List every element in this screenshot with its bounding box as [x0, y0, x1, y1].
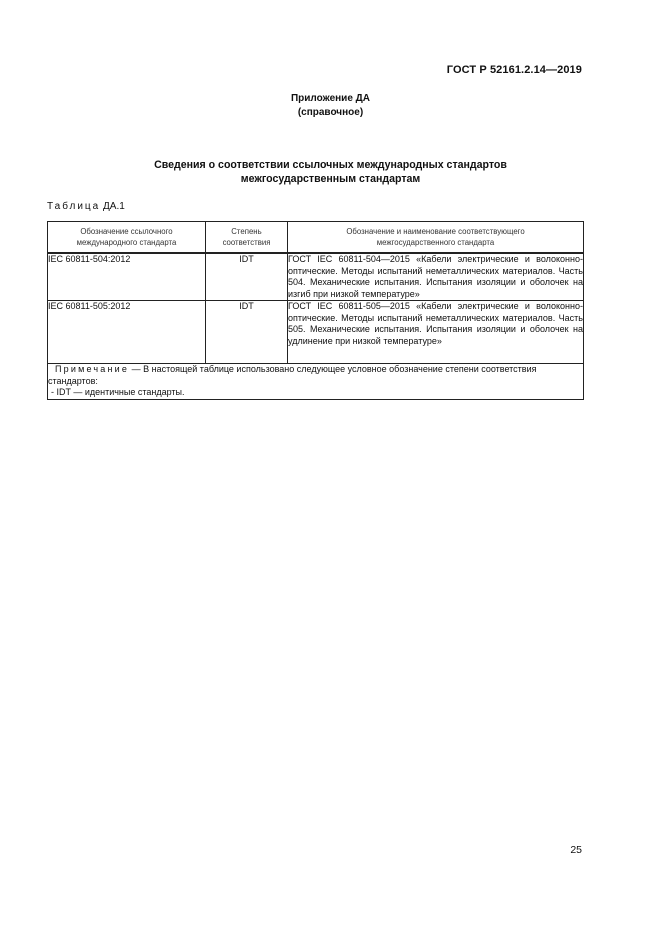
header-interstate-standard — [288, 222, 584, 254]
header-col3-line1: Обозначение и наименование соответствующего — [346, 227, 525, 236]
table-header-row — [48, 222, 584, 254]
header-col1-line1: Обозначение ссылочного — [80, 227, 173, 236]
note-label: Примечание — [55, 364, 130, 374]
cell-international-standard: IEC 60811-505:2012 — [48, 301, 206, 364]
header-degree-of-correspondence — [206, 222, 288, 254]
table-caption-number: ДА.1 — [103, 201, 125, 212]
header-col2-line1: Степень — [231, 227, 262, 236]
document-code: ГОСТ Р 52161.2.14—2019 — [446, 64, 582, 76]
table-caption — [47, 201, 125, 212]
header-col2-line2: соответствия — [222, 238, 271, 247]
section-title-line-1: Сведения о соответствии ссылочных международных стандартов — [154, 159, 507, 171]
cell-interstate-standard: ГОСТ IEC 60811-505—2015 «Кабели электрические и волоконно-оптические. Методы испытаний неметаллических материалов. Часть 505. Механические испытания. Испытания изоляции и оболочек на удлинение при низкой температуре» — [288, 301, 584, 364]
page-number: 25 — [570, 844, 582, 856]
cell-degree: IDT — [206, 253, 288, 301]
appendix-title: Приложение ДА — [290, 93, 371, 104]
section-title-line-2: межгосударственным стандартам — [240, 173, 421, 185]
note-list-item: - IDT — идентичные стандарты. — [51, 387, 185, 397]
table-caption-word: Таблица — [47, 201, 101, 212]
section-title — [0, 158, 661, 186]
appendix-heading — [0, 92, 661, 120]
note-paragraph — [48, 364, 583, 387]
header-international-standard — [48, 222, 206, 254]
table-note-row — [48, 364, 584, 400]
correspondence-table — [47, 221, 584, 400]
appendix-subtitle: (справочное) — [297, 107, 364, 118]
cell-interstate-standard: ГОСТ IEC 60811-504—2015 «Кабели электрические и волоконно-оптические. Методы испытаний неметаллических материалов. Часть 504. Механические испытания. Испытания изоляции и оболочек на изгиб при низкой температуре» — [288, 254, 583, 299]
note-text: — В настоящей таблице использовано следующее условное обозначение степени соответствия стандартов: — [48, 364, 537, 386]
cell-international-standard: IEC 60811-504:2012 — [48, 253, 206, 301]
table-note — [48, 364, 584, 400]
header-col3-line2: межгосударственного стандарта — [376, 238, 495, 247]
header-col1-line2: международного стандарта — [76, 238, 177, 247]
table-row — [48, 253, 584, 301]
table-row — [48, 301, 584, 364]
cell-degree: IDT — [206, 301, 288, 364]
